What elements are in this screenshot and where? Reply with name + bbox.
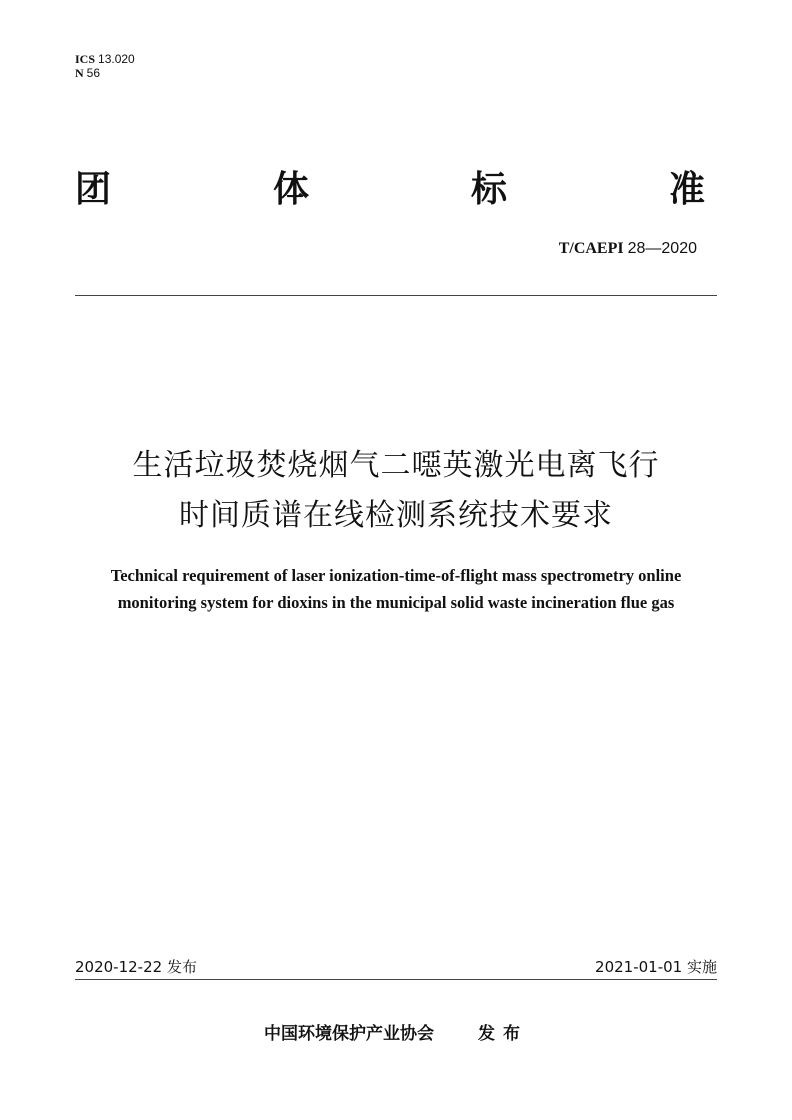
english-title-line-2: monitoring system for dioxins in the municipal solid waste incineration flue gas [117,593,675,612]
ics-value: 13.020 [98,52,135,66]
standard-type-heading [75,162,705,210]
classification-codes [75,52,135,80]
standard-year-number: 28—2020 [627,240,697,257]
n-value: 56 [86,66,101,80]
standard-type-char: 标 [470,168,507,210]
chinese-title-line-1: 生活垃圾焚烧烟气二噁英激光电离飞行 [132,448,660,483]
english-title-line-1: Technical requirement of laser ionization-time-of-flight mass spectrometry online [110,566,682,585]
standard-code: T/CAEPI [558,240,624,257]
n-label: N [75,66,84,80]
implementation-date: 2021-01-01 实施 [595,958,717,976]
n-line [75,66,135,80]
bottom-divider [75,979,717,980]
publisher-name: 中国环境保护产业协会 [264,1024,435,1044]
chinese-title-line-2: 时间质谱在线检测系统技术要求 [179,498,613,533]
publisher-line [0,1019,792,1044]
chinese-title [0,441,792,541]
ics-label: ICS [75,52,96,66]
publisher-verb: 发布 [477,1024,528,1044]
standard-number [559,240,697,258]
standard-type-char: 团 [75,168,112,210]
top-divider [75,295,717,296]
ics-line [75,52,135,66]
standard-type-char: 体 [272,168,309,210]
standard-type-char: 准 [668,168,705,210]
issue-date: 2020-12-22 发布 [75,958,197,976]
english-title [0,562,792,616]
